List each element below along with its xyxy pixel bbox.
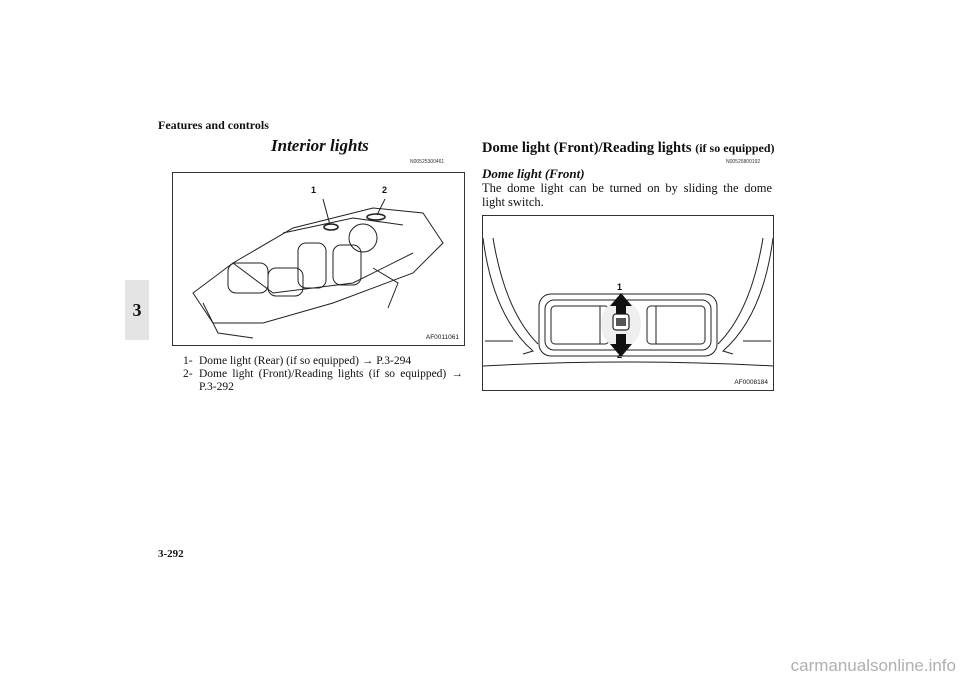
callout-1-label: 1 <box>617 282 623 292</box>
item-number: 1- <box>183 355 193 367</box>
dome-light-illustration <box>483 216 773 390</box>
figure-code: AF0008184 <box>734 379 768 386</box>
list-item <box>183 355 463 368</box>
right-section-code: N00525800192 <box>726 159 761 165</box>
callout-2-label: 2 <box>382 185 388 195</box>
dome-light-heading <box>482 140 775 157</box>
watermark: carmanualsonline.info <box>790 656 956 675</box>
figure-code: AF0011061 <box>425 334 459 341</box>
dome-light-description: The dome light can be turned on by sliding the dome light switch. <box>482 181 772 209</box>
chapter-tab: 3 <box>125 280 149 340</box>
callout-list <box>183 355 463 394</box>
dome-light-heading-note: (if so equipped) <box>695 141 775 155</box>
list-item <box>183 368 463 394</box>
dome-light-figure <box>482 215 774 391</box>
interior-lights-figure <box>172 172 465 346</box>
left-section-code: N00525300461 <box>410 159 445 165</box>
interior-lights-heading: Interior lights <box>271 136 369 155</box>
car-interior-illustration <box>173 173 464 345</box>
item-text: Dome light (Rear) (if so equipped) → P.3-294 <box>199 355 412 367</box>
callout-2-label: 2 <box>617 350 623 360</box>
page-number: 3-292 <box>158 548 184 560</box>
callout-1-label: 1 <box>311 185 317 195</box>
item-text: Dome light (Front)/Reading lights (if so equipped) → P.3-292 <box>199 368 463 393</box>
dome-light-heading-text: Dome light (Front)/Reading lights <box>482 140 692 156</box>
section-header: Features and controls <box>158 118 269 132</box>
item-number: 2- <box>183 368 193 380</box>
dome-light-front-subheading: Dome light (Front) <box>482 166 585 181</box>
